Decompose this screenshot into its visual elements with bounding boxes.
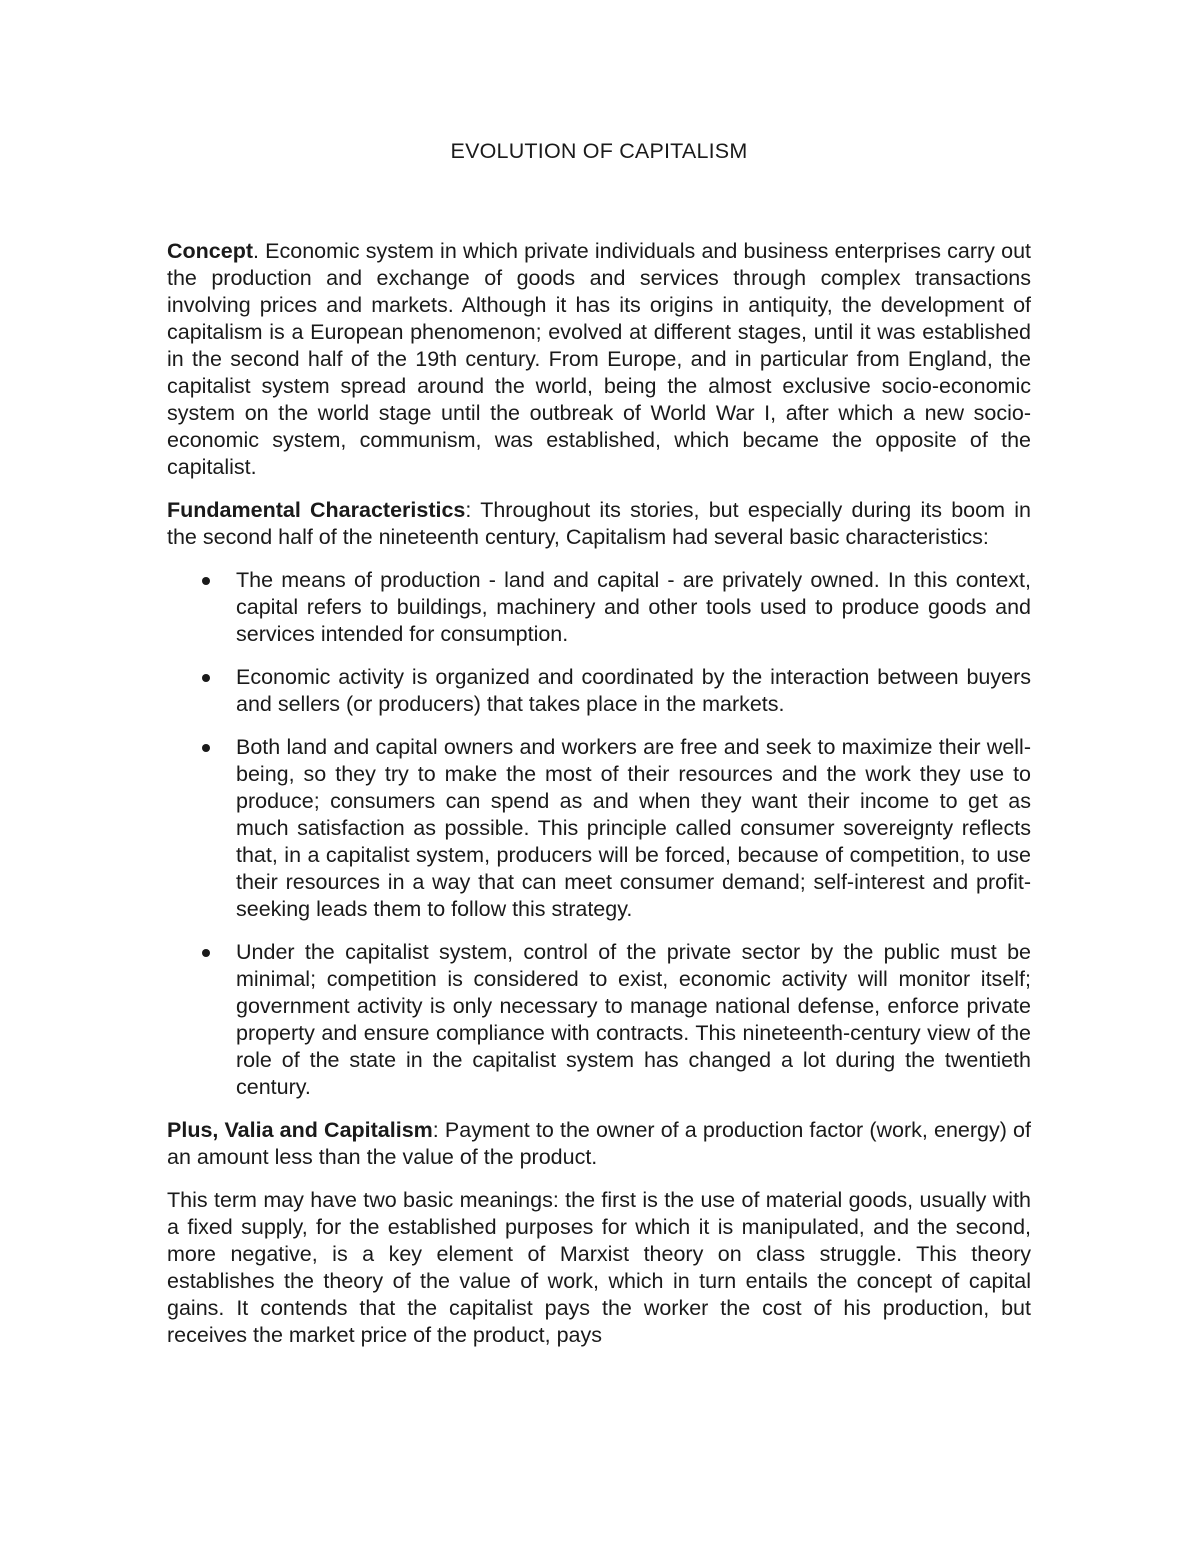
list-item-text: Under the capitalist system, control of the private sector by the public must be minimal; competition is considered to exist, economic activity will monitor itself; government activity is only necessary to manage national defense, enforce private property and ensure compliance with contracts. This nineteenth-century view of the role of the state in the capitalist system has changed a lot during the twentieth century. (236, 940, 1031, 1099)
plusvalia-paragraph (167, 1117, 1031, 1171)
meanings-paragraph: This term may have two basic meanings: the first is the use of material goods, usually with a fixed supply, for the established purposes for which it is manipulated, and the second, more negative, is a key element of Marxist theory on class struggle. This theory establishes the theory of the value of work, which in turn entails the concept of capital gains. It contends that the capitalist pays the worker the cost of his production, but receives the market price of the product, pays (167, 1188, 1031, 1347)
bullet-icon (202, 674, 210, 682)
bullet-icon (202, 949, 210, 957)
characteristics-heading: Fundamental Characteristics (167, 498, 466, 522)
document-title: EVOLUTION OF CAPITALISM (450, 139, 748, 163)
bullet-icon (202, 744, 210, 752)
characteristics-paragraph (167, 497, 1031, 551)
characteristics-text: : Throughout its stories, but especially during its boom in the second half of the nineteenth century, Capitalism had several basic characteristics: (167, 498, 1031, 549)
list-item-text: Economic activity is organized and coordinated by the interaction between buyers and sellers (or producers) that takes place in the markets. (236, 665, 1031, 716)
bullet-icon (202, 577, 210, 585)
characteristics-list (167, 567, 1031, 1101)
list-item (167, 734, 1031, 923)
concept-heading: Concept (167, 239, 253, 263)
list-item (167, 567, 1031, 648)
plusvalia-heading: Plus, Valia and Capitalism (167, 1118, 433, 1142)
list-item-text: The means of production - land and capital - are privately owned. In this context, capital refers to buildings, machinery and other tools used to produce goods and services intended for consumption. (236, 568, 1031, 646)
document-content (167, 138, 1031, 1365)
list-item-text: Both land and capital owners and workers are free and seek to maximize their well-being, so they try to make the most of their resources and the work they use to produce; consumers can spend as and when they want their income to get as much satisfaction as possible. This principle called consumer sovereignty reflects that, in a capitalist system, producers will be forced, because of competition, to use their resources in a way that can meet consumer demand; self-interest and profit-seeking leads them to follow this strategy. (236, 735, 1031, 921)
plusvalia-text: : Payment to the owner of a production factor (work, energy) of an amount less than the value of the product. (167, 1118, 1031, 1169)
concept-text: . Economic system in which private individuals and business enterprises carry out the production and exchange of goods and services through complex transactions involving prices and markets. Although it has its origins in antiquity, the development of capitalism is a European phenomenon; evolved at different stages, until it was established in the second half of the 19th century. From Europe, and in particular from England, the capitalist system spread around the world, being the almost exclusive socio-economic system on the world stage until the outbreak of World War I, after which a new socio-economic system, communism, was established, which became the opposite of the capitalist. (167, 239, 1031, 479)
list-item (167, 939, 1031, 1101)
concept-paragraph (167, 238, 1031, 481)
list-item (167, 664, 1031, 718)
